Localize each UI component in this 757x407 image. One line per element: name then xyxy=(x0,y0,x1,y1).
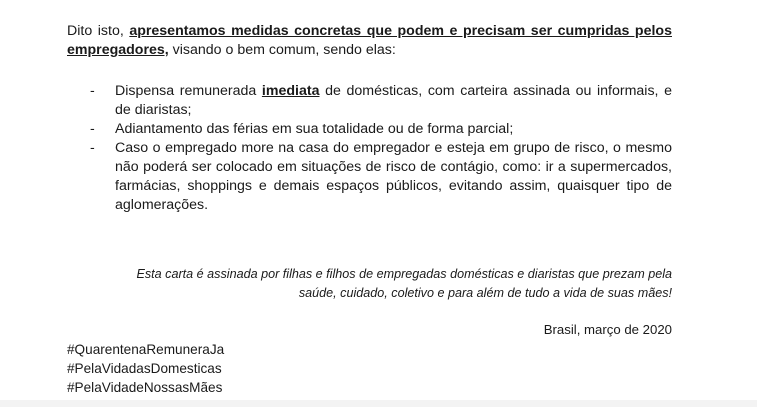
hashtag: #PelaVidadeNossasMães xyxy=(67,380,223,395)
intro-tail: visando o bem comum, sendo elas: xyxy=(168,42,396,58)
page-bottom-edge xyxy=(0,400,757,407)
list-item-text xyxy=(115,82,672,120)
list-item xyxy=(90,82,672,120)
intro-emphasis: apresentamos medidas concretas que podem e precisam ser cumpridas pelos empregadores, xyxy=(67,23,672,58)
list-item-before: Caso o empregado more na casa do empregador e esteja em grupo de risco, o mesmo não poderá ser colocado em situações de risco de contágio, como: ir a supermercados, farmácias, shoppings e demais espaços públicos, evitando assim, quaisquer tipo de aglomerações. xyxy=(115,140,672,213)
bullet-dash: - xyxy=(90,121,95,137)
list-item-after: de domésticas, com carteira assinada ou informais, e de diaristas; xyxy=(115,83,672,118)
intro-paragraph xyxy=(67,22,672,60)
bullet-dash: - xyxy=(90,83,95,99)
list-item-before: Dispensa remunerada xyxy=(115,83,262,99)
list-item-text xyxy=(115,120,672,139)
bullet-dash: - xyxy=(90,140,95,156)
hashtag: #PelaVidadasDomesticas xyxy=(67,361,222,376)
signoff-paragraph: Esta carta é assinada por filhas e filhos de empregadas domésticas e diaristas que prezam pela saúde, cuidado, coletivo e para além de tudo a vida de suas mães! xyxy=(136,267,672,300)
list-item xyxy=(90,120,672,139)
list-item-before: Adiantamento das férias em sua totalidade ou de forma parcial; xyxy=(115,121,514,137)
hashtag-list xyxy=(67,340,367,397)
list-item-emphasis: imediata xyxy=(261,83,320,99)
letter-date: Brasil, março de 2020 xyxy=(543,322,672,337)
hashtag: #QuarentenaRemuneraJa xyxy=(67,342,225,357)
measures-list xyxy=(90,82,672,215)
list-item-text xyxy=(115,139,672,215)
intro-lead: Dito isto, xyxy=(67,23,130,39)
list-item xyxy=(90,139,672,215)
